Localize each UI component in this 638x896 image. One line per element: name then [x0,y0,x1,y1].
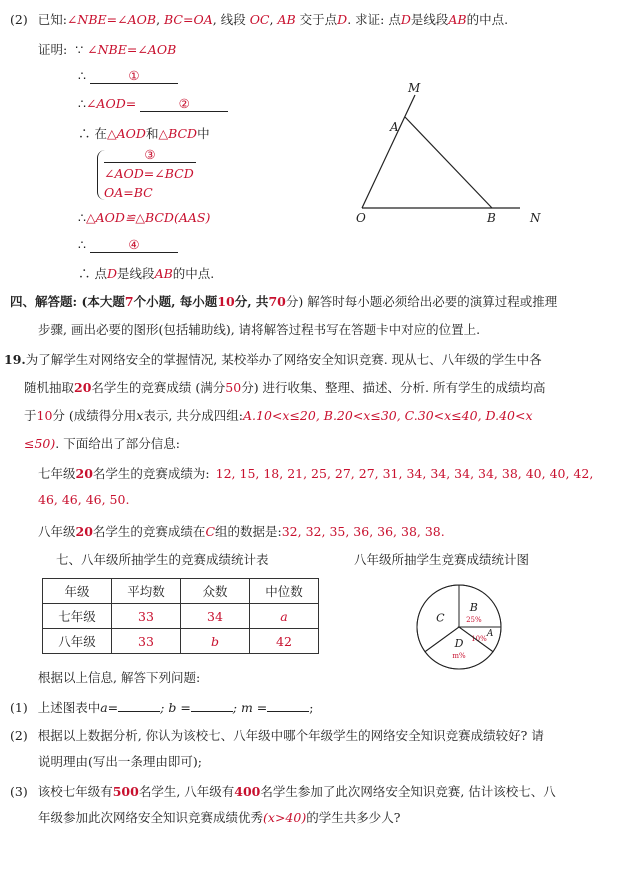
pie-label-b: B [469,601,478,615]
grade7-scores-line-1: 七年级20名学生的竞赛成绩为: 12, 15, 18, 21, 25, 27, 27, 31, 34, 34, 34, 34, 38, 40, 40, 42, [38,466,594,481]
proof-start: 证明: ∵ ∠NBE=∠AOB [38,42,177,57]
section-4-heading: 四、解答题: (本大题7个小题, 每小题10分, 共70分) 解答时每小题必须给出必要的演算过程或推理 [10,294,558,309]
label-a: A [390,120,399,134]
table-cell: 八年级 [43,629,112,654]
answer-blank-m[interactable] [267,711,309,712]
proof-step-1: ∴ ① [78,68,178,84]
question-3-line-2: 年级参加此次网络安全知识竞赛成绩优秀(x>40)的学生共多少人? [38,810,401,825]
pie-label-d: D [454,637,464,650]
proof-step-2: ∴∠AOD= ② [78,96,228,112]
table-cell: 34 [181,604,250,629]
question-2-line-2: 说明理由(写出一条理由即可); [38,754,202,769]
question-3-line-1: (3) 该校七年级有500名学生, 八年级有400名学生参加了此次网络安全知识竞赛, 估计该校七、八 [10,784,556,799]
table-row [43,604,319,629]
table-header: 众数 [181,579,250,604]
label-n: N [530,211,541,225]
table-header: 平均数 [112,579,181,604]
proof-step-4: ∴ ④ [78,237,178,253]
q19-line-2: 随机抽取20名学生的竞赛成绩 (满分50分) 进行收集、整理、描述、分析. 所有学生的成绩均高 [24,380,546,395]
segment-ab [405,117,492,208]
answer-blank-1[interactable]: ① [90,68,178,84]
proof-conclusion: ∴ 点D是线段AB的中点. [78,266,215,281]
table-cell: 七年级 [43,604,112,629]
answer-blank-3[interactable]: ③ [104,147,196,163]
pie-chart [414,582,504,672]
answer-blank-b[interactable] [191,711,233,712]
label-m: M [408,81,421,95]
grade7-scores-line-2: 46, 46, 46, 50. [38,492,130,507]
table-row [43,629,319,654]
pie-label-c: C [436,611,445,625]
condition-2: ∠AOD=∠BCD [104,166,194,181]
condition-3: OA=BC [104,185,153,200]
table-title: 七、八年级所抽学生的竞赛成绩统计表 [56,552,269,567]
question-2-line-1: (2) 根据以上数据分析, 你认为该校七、八年级中哪个年级学生的网络安全知识竞赛成绩较好? 请 [10,728,544,743]
question-1: (1) 上述图表中a= ; b = ; m = ; [10,700,314,715]
table-header: 年级 [43,579,112,604]
questions-intro: 根据以上信息, 解答下列问题: [38,670,201,685]
table-cell: 33 [112,604,181,629]
answer-blank-a[interactable] [118,711,160,712]
pie-value-a: 10% [471,634,487,643]
label-b: B [487,211,496,225]
table-header: 中位数 [250,579,319,604]
table-cell: 33 [112,629,181,654]
problem-number: (2) [10,12,28,27]
table-cell: b [181,629,250,654]
answer-blank-2[interactable]: ② [140,96,228,112]
table-cell: a [250,604,319,629]
q19-line-1: 19.为了解学生对网络安全的掌握情况, 某校举办了网络安全知识竞赛. 现从七、八年级的学生中各 [4,352,542,367]
problem-2-statement: (2) 已知:∠NBE=∠AOB, BC=OA, 线段 OC, AB 交于点D. 求证: 点D是线段AB的中点. [10,12,509,27]
pie-label-a: A [486,629,494,640]
q19-line-4: ≤50). 下面给出了部分信息: [24,436,180,451]
proof-congruence: ∴△AOD≌△BCD(AAS) [78,210,211,225]
condition-1 [104,147,196,163]
pie-value-b: 25% [466,616,482,625]
table-cell: 42 [250,629,319,654]
ray-om [362,95,415,208]
grade8-c-group: 八年级20名学生的竞赛成绩在C组的数据是:32, 32, 35, 36, 36, 38, 38. [38,524,445,539]
label-o: O [356,211,366,225]
pie-value-d: m% [452,652,466,660]
section-4-instructions: 步骤, 画出必要的图形(包括辅助线), 请将解答过程书写在答题卡中对应的位置上. [38,322,481,337]
table-header-row [43,579,319,604]
proof-step-3: ∴ 在△AOD和△BCD中 [78,126,210,141]
q19-line-3: 于10分 (成绩得分用x表示, 共分成四组:A.10<x≤20, B.20<x≤30, C.30<x≤40, D.40<x [24,408,533,423]
chart-title: 八年级所抽学生竞赛成绩统计图 [354,552,530,567]
geometry-figure [340,75,560,230]
answer-blank-4[interactable]: ④ [90,237,178,253]
stats-table [42,578,319,654]
